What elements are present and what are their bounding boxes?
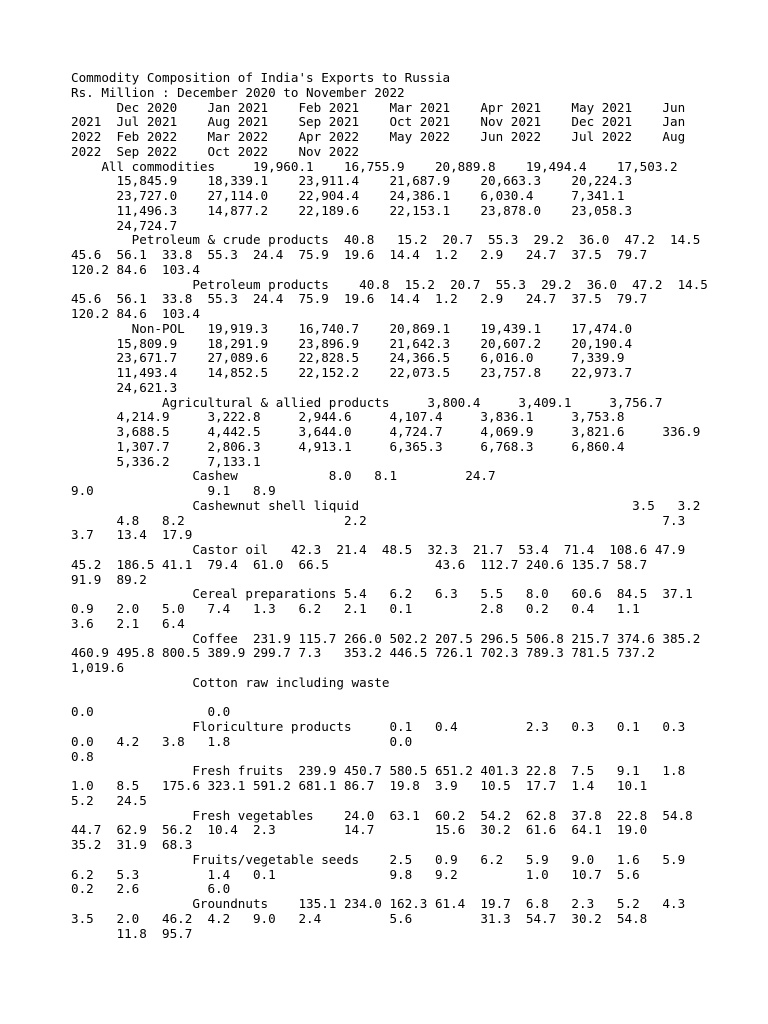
commodity-entry — [71, 322, 761, 396]
column-header-line: Dec 2020 Jan 2021 Feb 2021 Mar 2021 Apr 2021 May 2021 Jun — [71, 99, 686, 115]
commodity-label-line: All commodities 19,960.1 16,755.9 20,889.8 19,494.4 17,503.2 — [71, 158, 678, 174]
commodity-label-line: Castor oil 42.3 21.4 48.5 32.3 21.7 53.4 71.4 108.6 47.9 — [71, 542, 686, 557]
column-header-line: 2022 Sep 2022 Oct 2022 Nov 2022 — [71, 143, 360, 159]
commodity-values-line: 1,307.7 2,806.3 4,913.1 6,365.3 6,768.3 6,860.4 — [71, 438, 625, 454]
commodity-values-line: 120.2 84.6 103.4 — [71, 261, 200, 277]
column-header-line: 2021 Jul 2021 Aug 2021 Sep 2021 Oct 2021 Nov 2021 Dec 2021 Jan — [71, 114, 686, 130]
commodity-values-line: 23,727.0 27,114.0 22,904.4 24,386.1 6,030.4 7,341.1 — [71, 188, 625, 203]
commodity-values-line: 24,621.3 — [71, 379, 178, 395]
commodity-values-line: 120.2 84.6 103.4 — [71, 306, 200, 321]
commodity-entry — [71, 278, 761, 322]
commodity-values-line: 4.8 8.2 2.2 7.3 — [71, 512, 686, 528]
commodity-entry — [71, 587, 761, 631]
commodity-values-line: 3.7 13.4 17.9 — [71, 527, 193, 543]
commodity-entry — [71, 632, 761, 676]
commodity-values-line: 45.6 56.1 33.8 55.3 24.4 75.9 19.6 14.4 1.2 2.9 24.7 37.5 79.7 — [71, 291, 648, 307]
commodity-label-line: Fresh fruits 239.9 450.7 580.5 651.2 401.3 22.8 7.5 9.1 1.8 — [71, 763, 686, 779]
commodity-entry — [71, 853, 761, 897]
commodity-values-line: 44.7 62.9 56.2 10.4 2.3 14.7 15.6 30.2 61.6 64.1 19.0 — [71, 822, 648, 838]
commodity-values-line: 15,809.9 18,291.9 23,896.9 21,642.3 20,607.2 20,190.4 — [71, 335, 633, 351]
commodity-values-line: 6.2 5.3 1.4 0.1 9.8 9.2 1.0 10.7 5.6 — [71, 866, 640, 882]
column-header-line: 2022 Feb 2022 Mar 2022 Apr 2022 May 2022 Jun 2022 Jul 2022 Aug — [71, 129, 686, 144]
document-subtitle: Rs. Million : December 2020 to November 2022 — [71, 84, 405, 100]
commodity-label-line: Fresh vegetables 24.0 63.1 60.2 54.2 62.8 37.8 22.8 54.8 — [71, 807, 693, 823]
commodity-label-line: Cashewnut shell liquid 3.5 3.2 — [71, 497, 701, 513]
commodity-label-line: Petroleum products 40.8 15.2 20.7 55.3 29.2 36.0 47.2 14.5 — [71, 276, 708, 292]
commodity-label-line: Coffee 231.9 115.7 266.0 502.2 207.5 296.5 506.8 215.7 374.6 385.2 — [71, 630, 701, 646]
document-body — [71, 71, 761, 941]
commodity-entry — [71, 809, 761, 853]
commodity-label-line: Cereal preparations 5.4 6.2 6.3 5.5 8.0 60.6 84.5 37.1 — [71, 586, 693, 602]
commodity-values-line: 3.5 2.0 46.2 4.2 9.0 2.4 5.6 31.3 54.7 30.2 54.8 — [71, 910, 648, 926]
commodity-values-line: 0.2 2.6 6.0 — [71, 881, 231, 897]
commodity-values-line: 0.8 — [71, 748, 94, 764]
commodity-values-line: 4,214.9 3,222.8 2,944.6 4,107.4 3,836.1 3,753.8 — [71, 409, 625, 425]
commodity-label-line: Groundnuts 135.1 234.0 162.3 61.4 19.7 6.8 2.3 5.2 4.3 — [71, 896, 686, 911]
commodity-entry — [71, 160, 761, 234]
commodity-label-line: Cotton raw including waste — [71, 674, 390, 690]
commodity-entry — [71, 396, 761, 470]
commodity-values-line: 45.2 186.5 41.1 79.4 61.0 66.5 43.6 112.7 240.6 135.7 58.7 — [71, 556, 648, 572]
commodity-values-line: 5.2 24.5 — [71, 792, 147, 808]
commodity-values-line: 24,724.7 — [71, 217, 178, 233]
commodity-values-line: 11,496.3 14,877.2 22,189.6 22,153.1 23,878.0 23,058.3 — [71, 202, 633, 218]
commodity-values-line: 15,845.9 18,339.1 23,911.4 21,687.9 20,663.3 20,224.3 — [71, 173, 633, 189]
commodity-label-line: Non-POL 19,919.3 16,740.7 20,869.1 19,439.1 17,474.0 — [71, 320, 633, 336]
commodity-label-line: Cashew 8.0 8.1 24.7 — [71, 468, 496, 484]
commodity-values-line: 0.0 0.0 — [71, 704, 231, 720]
commodity-entry — [71, 543, 761, 587]
commodity-values-line: 23,671.7 27,089.6 22,828.5 24,366.5 6,016.0 7,339.9 — [71, 350, 625, 366]
commodity-values-line: 3.6 2.1 6.4 — [71, 615, 185, 631]
commodity-values-line — [71, 691, 761, 706]
commodity-values-line: 11.8 95.7 — [71, 925, 193, 941]
commodity-values-line: 5,336.2 7,133.1 — [71, 453, 261, 469]
commodity-values-line: 35.2 31.9 68.3 — [71, 837, 193, 852]
commodity-entry — [71, 764, 761, 808]
commodity-label-line: Floriculture products 0.1 0.4 2.3 0.3 0.1 0.3 — [71, 719, 686, 734]
column-header-block — [71, 101, 761, 160]
commodity-values-line: 45.6 56.1 33.8 55.3 24.4 75.9 19.6 14.4 1.2 2.9 24.7 37.5 79.7 — [71, 247, 648, 262]
commodity-values-line: 11,493.4 14,852.5 22,152.2 22,073.5 23,757.8 22,973.7 — [71, 365, 633, 380]
commodity-values-line: 1.0 8.5 175.6 323.1 591.2 681.1 86.7 19.8 3.9 10.5 17.7 1.4 10.1 — [71, 778, 648, 793]
commodity-list — [71, 160, 761, 942]
commodity-values-line: 9.0 9.1 8.9 — [71, 483, 276, 498]
commodity-values-line: 91.9 89.2 — [71, 571, 147, 587]
commodity-values-line: 0.9 2.0 5.0 7.4 1.3 6.2 2.1 0.1 2.8 0.2 0.4 1.1 — [71, 601, 640, 616]
commodity-entry — [71, 499, 761, 543]
commodity-label-line: Agricultural & allied products 3,800.4 3,409.1 3,756.7 — [71, 394, 663, 410]
commodity-entry — [71, 676, 761, 720]
commodity-values-line: 460.9 495.8 800.5 389.9 299.7 7.3 353.2 446.5 726.1 702.3 789.3 781.5 737.2 — [71, 645, 655, 661]
commodity-label-line: Petroleum & crude products 40.8 15.2 20.7 55.3 29.2 36.0 47.2 14.5 — [71, 232, 701, 248]
commodity-label-line: Fruits/vegetable seeds 2.5 0.9 6.2 5.9 9.0 1.6 5.9 — [71, 851, 686, 867]
commodity-entry — [71, 720, 761, 764]
commodity-entry — [71, 897, 761, 941]
commodity-values-line: 1,019.6 — [71, 660, 125, 675]
commodity-values-line: 0.0 4.2 3.8 1.8 0.0 — [71, 733, 413, 749]
commodity-values-line: 3,688.5 4,442.5 3,644.0 4,724.7 4,069.9 3,821.6 336.9 — [71, 424, 701, 439]
commodity-entry — [71, 469, 761, 499]
document-title: Commodity Composition of India's Exports to Russia — [71, 70, 451, 85]
commodity-entry — [71, 233, 761, 277]
